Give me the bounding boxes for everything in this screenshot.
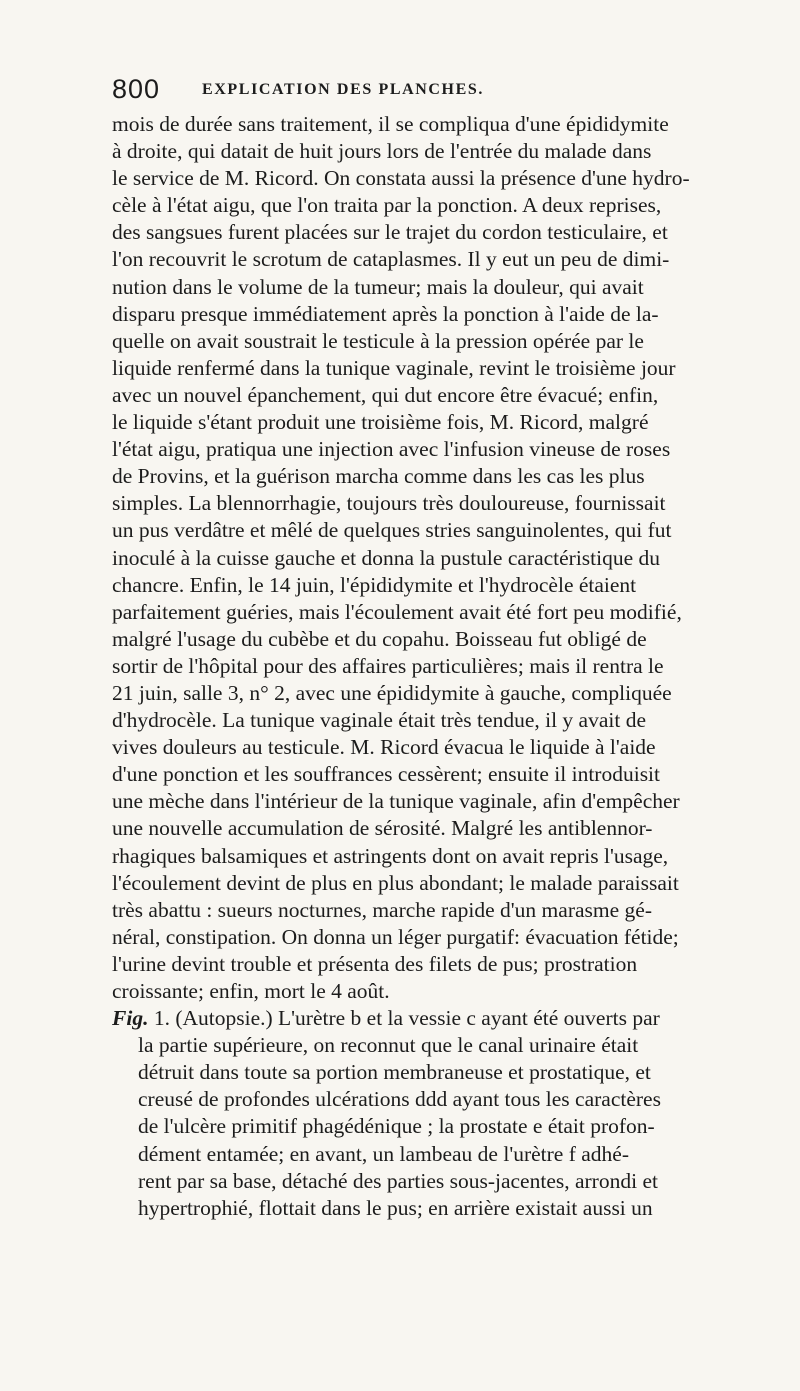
text-line: parfaitement guéries, mais l'écoulement avait été fort peu modifié, bbox=[112, 599, 682, 624]
text-line: l'on recouvrit le scrotum de cataplasmes. Il y eut un peu de dimi- bbox=[112, 247, 670, 272]
text-line: d'une ponction et les souffrances cessèrent; ensuite il introduisit bbox=[112, 762, 661, 787]
text-line: simples. La blennorrhagie, toujours très douloureuse, fournissait bbox=[112, 491, 666, 516]
figure-label: Fig. bbox=[112, 1006, 149, 1031]
text-line: avec un nouvel épanchement, qui dut encore être évacué; enfin, bbox=[112, 382, 659, 407]
text-line: croissante; enfin, mort le 4 août. bbox=[112, 979, 390, 1003]
text-line: liquide renfermé dans la tunique vaginale, revint le troisième jour bbox=[112, 355, 676, 380]
figure-caption-line: hypertrophié, flottait dans le pus; en arrière existait aussi un bbox=[138, 1195, 653, 1220]
text-line: inoculé à la cuisse gauche et donna la pustule caractéristique du bbox=[112, 545, 661, 570]
figure-caption-line: détruit dans toute sa portion membraneuse et prostatique, et bbox=[138, 1060, 651, 1085]
text-line: cèle à l'état aigu, que l'on traita par la ponction. A deux reprises, bbox=[112, 193, 662, 218]
figure-caption-line: la partie supérieure, on reconnut que le canal urinaire était bbox=[138, 1033, 639, 1058]
text-line: très abattu : sueurs nocturnes, marche rapide d'un marasme gé- bbox=[112, 897, 652, 922]
text-line: le liquide s'étant produit une troisième fois, M. Ricord, malgré bbox=[112, 410, 649, 435]
figure-caption-line: creusé de profondes ulcérations ddd ayant tous les caractères bbox=[138, 1087, 661, 1112]
text-line: à droite, qui datait de huit jours lors de l'entrée du malade dans bbox=[112, 139, 652, 164]
text-line: disparu presque immédiatement après la ponction à l'aide de la- bbox=[112, 301, 659, 326]
figure-caption-line: de l'ulcère primitif phagédénique ; la prostate e était profon- bbox=[138, 1114, 655, 1139]
text-line: sortir de l'hôpital pour des affaires particulières; mais il rentra le bbox=[112, 653, 664, 678]
text-line: de Provins, et la guérison marcha comme dans les cas les plus bbox=[112, 464, 645, 489]
figure-caption-line: dément entamée; en avant, un lambeau de l'urètre f adhé- bbox=[138, 1141, 629, 1166]
page-number: 800 bbox=[112, 74, 161, 104]
text-line: une mèche dans l'intérieur de la tunique vaginale, afin d'empêcher bbox=[112, 789, 680, 814]
figure-caption-text: 1. (Autopsie.) L'urètre b et la vessie c ayant été ouverts par bbox=[153, 1006, 660, 1031]
text-line: d'hydrocèle. La tunique vaginale était très tendue, il y avait de bbox=[112, 708, 647, 733]
running-head bbox=[112, 72, 732, 106]
text-line: chancre. Enfin, le 14 juin, l'épididymite et l'hydrocèle étaient bbox=[112, 572, 637, 597]
text-line: 21 juin, salle 3, n° 2, avec une épididymite à gauche, compliquée bbox=[112, 680, 672, 705]
running-title: EXPLICATION DES PLANCHES. bbox=[202, 81, 484, 98]
figure-caption-line: rent par sa base, détaché des parties sous-jacentes, arrondi et bbox=[138, 1168, 658, 1193]
text-line: mois de durée sans traitement, il se compliqua d'une épididymite bbox=[112, 112, 669, 136]
text-line: malgré l'usage du cubèbe et du copahu. Boisseau fut obligé de bbox=[112, 626, 647, 651]
text-line: vives douleurs au testicule. M. Ricord évacua le liquide à l'aide bbox=[112, 735, 656, 760]
text-line: une nouvelle accumulation de sérosité. Malgré les antiblennor- bbox=[112, 816, 653, 841]
text-line: des sangsues furent placées sur le trajet du cordon testiculaire, et bbox=[112, 220, 668, 245]
text-line: le service de M. Ricord. On constata aussi la présence d'une hydro- bbox=[112, 166, 690, 191]
text-line: nution dans le volume de la tumeur; mais la douleur, qui avait bbox=[112, 274, 644, 299]
figure-caption-line bbox=[112, 1005, 752, 1032]
text-line: un pus verdâtre et mêlé de quelques stries sanguinolentes, qui fut bbox=[112, 518, 672, 543]
text-line: rhagiques balsamiques et astringents dont on avait repris l'usage, bbox=[112, 843, 669, 868]
text-line: l'urine devint trouble et présenta des filets de pus; prostration bbox=[112, 951, 638, 976]
body-text bbox=[112, 111, 752, 1222]
text-line: quelle on avait soustrait le testicule à la pression opérée par le bbox=[112, 328, 644, 353]
text-line: l'état aigu, pratiqua une injection avec l'infusion vineuse de roses bbox=[112, 437, 671, 462]
text-line: l'écoulement devint de plus en plus abondant; le malade paraissait bbox=[112, 870, 679, 895]
text-line: néral, constipation. On donna un léger purgatif: évacuation fétide; bbox=[112, 924, 679, 949]
